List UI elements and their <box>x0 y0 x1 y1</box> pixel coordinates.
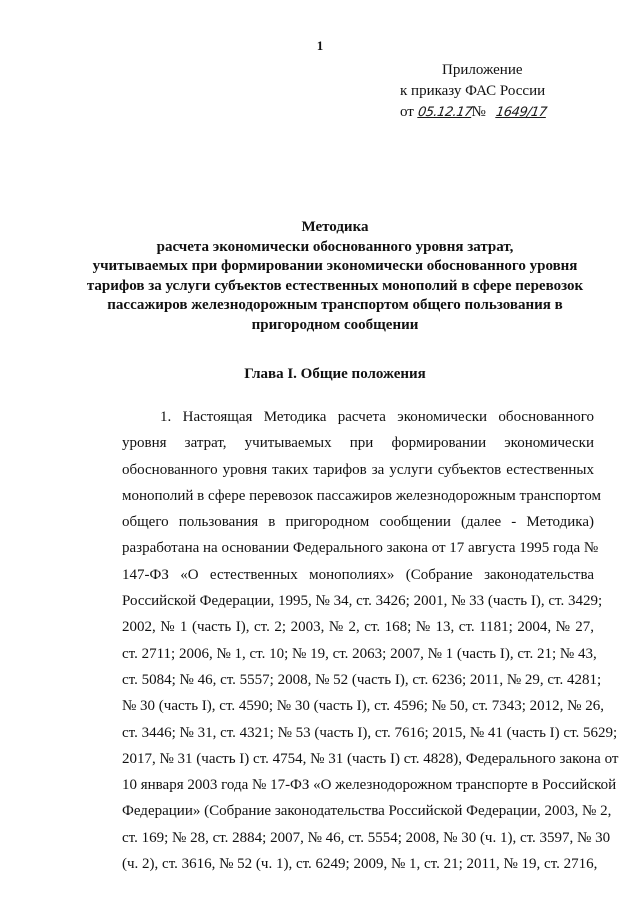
page-number: 1 <box>316 38 324 53</box>
number-sign: № <box>471 104 486 120</box>
body-line: Федерации» (Собрание законодательства Российской Федерации, 2003, № 2, <box>122 803 612 820</box>
title-line: пассажиров железнодорожным транспортом общего пользования в <box>107 297 563 313</box>
body-line: монополий в сфере перевозок пассажиров железнодорожным транспортом <box>122 487 601 504</box>
title-line: Методика <box>301 219 369 235</box>
body-line: разработана на основании Федерального закона от 17 августа 1995 года № <box>122 540 599 557</box>
title-line: расчета экономически обоснованного уровня затрат, <box>156 238 514 255</box>
appendix-date-number-line <box>400 102 580 123</box>
appendix-order-ref: к приказу ФАС России <box>400 83 546 99</box>
body-paragraph <box>122 404 619 877</box>
chapter-heading: Глава I. Общие положения <box>244 366 426 382</box>
body-line: (ч. 2), ст. 3616, № 52 (ч. 1), ст. 6249; 2009, № 1, ст. 21; 2011, № 19, ст. 2716, <box>122 856 598 873</box>
body-line: Российской Федерации, 1995, № 34, ст. 3426; 2001, № 33 (часть I), ст. 3429; <box>122 593 603 610</box>
body-line: ст. 2711; 2006, № 1, ст. 10; № 19, ст. 2063; 2007, № 1 (часть I), ст. 21; № 43, <box>122 645 597 662</box>
body-line: 10 января 2003 года № 17-ФЗ «О железнодорожном транспорте в Российской <box>122 777 617 794</box>
body-line: ст. 5084; № 46, ст. 5557; 2008, № 52 (часть I), ст. 6236; 2011, № 29, ст. 4281; <box>122 671 602 688</box>
appendix-title: Приложение <box>442 62 523 78</box>
body-line: 147-ФЗ «О естественных монополиях» (Собрание законодательства <box>122 566 594 583</box>
title-line: пригородном сообщении <box>251 316 419 333</box>
title-line: тарифов за услуги субъектов естественных монополий в сфере перевозок <box>86 277 584 294</box>
document-title <box>80 218 590 335</box>
body-line: 2017, № 31 (часть I) ст. 4754, № 31 (часть I) ст. 4828), Федерального закона от <box>122 750 619 767</box>
body-line: 1. Настоящая Методика расчета экономически обоснованного <box>160 409 594 425</box>
body-line: обоснованного уровня таких тарифов за услуги субъектов естественных <box>122 461 594 478</box>
body-line: общего пользования в пригородном сообщении (далее - Методика) <box>122 514 594 531</box>
appendix-date-prefix: от <box>400 104 414 120</box>
body-line: уровня затрат, учитываемых при формировании экономически <box>122 435 594 452</box>
body-line: № 30 (часть I), ст. 4590; № 30 (часть I), ст. 4596; № 50, ст. 7343; 2012, № 26, <box>122 698 604 715</box>
body-line: 2002, № 1 (часть I), ст. 2; 2003, № 2, ст. 168; № 13, ст. 1181; 2004, № 27, <box>122 619 594 636</box>
body-line: ст. 3446; № 31, ст. 4321; № 53 (часть I), ст. 7616; 2015, № 41 (часть I) ст. 5629; <box>122 724 618 741</box>
handwritten-order-number: 1649/17 <box>494 105 548 120</box>
body-line: ст. 169; № 28, ст. 2884; 2007, № 46, ст. 5554; 2008, № 30 (ч. 1), ст. 3597, № 30 <box>122 829 611 846</box>
title-line: учитываемых при формировании экономически обоснованного уровня <box>92 258 578 274</box>
appendix-block <box>400 60 580 123</box>
handwritten-date: 05.12.17 <box>416 105 473 120</box>
